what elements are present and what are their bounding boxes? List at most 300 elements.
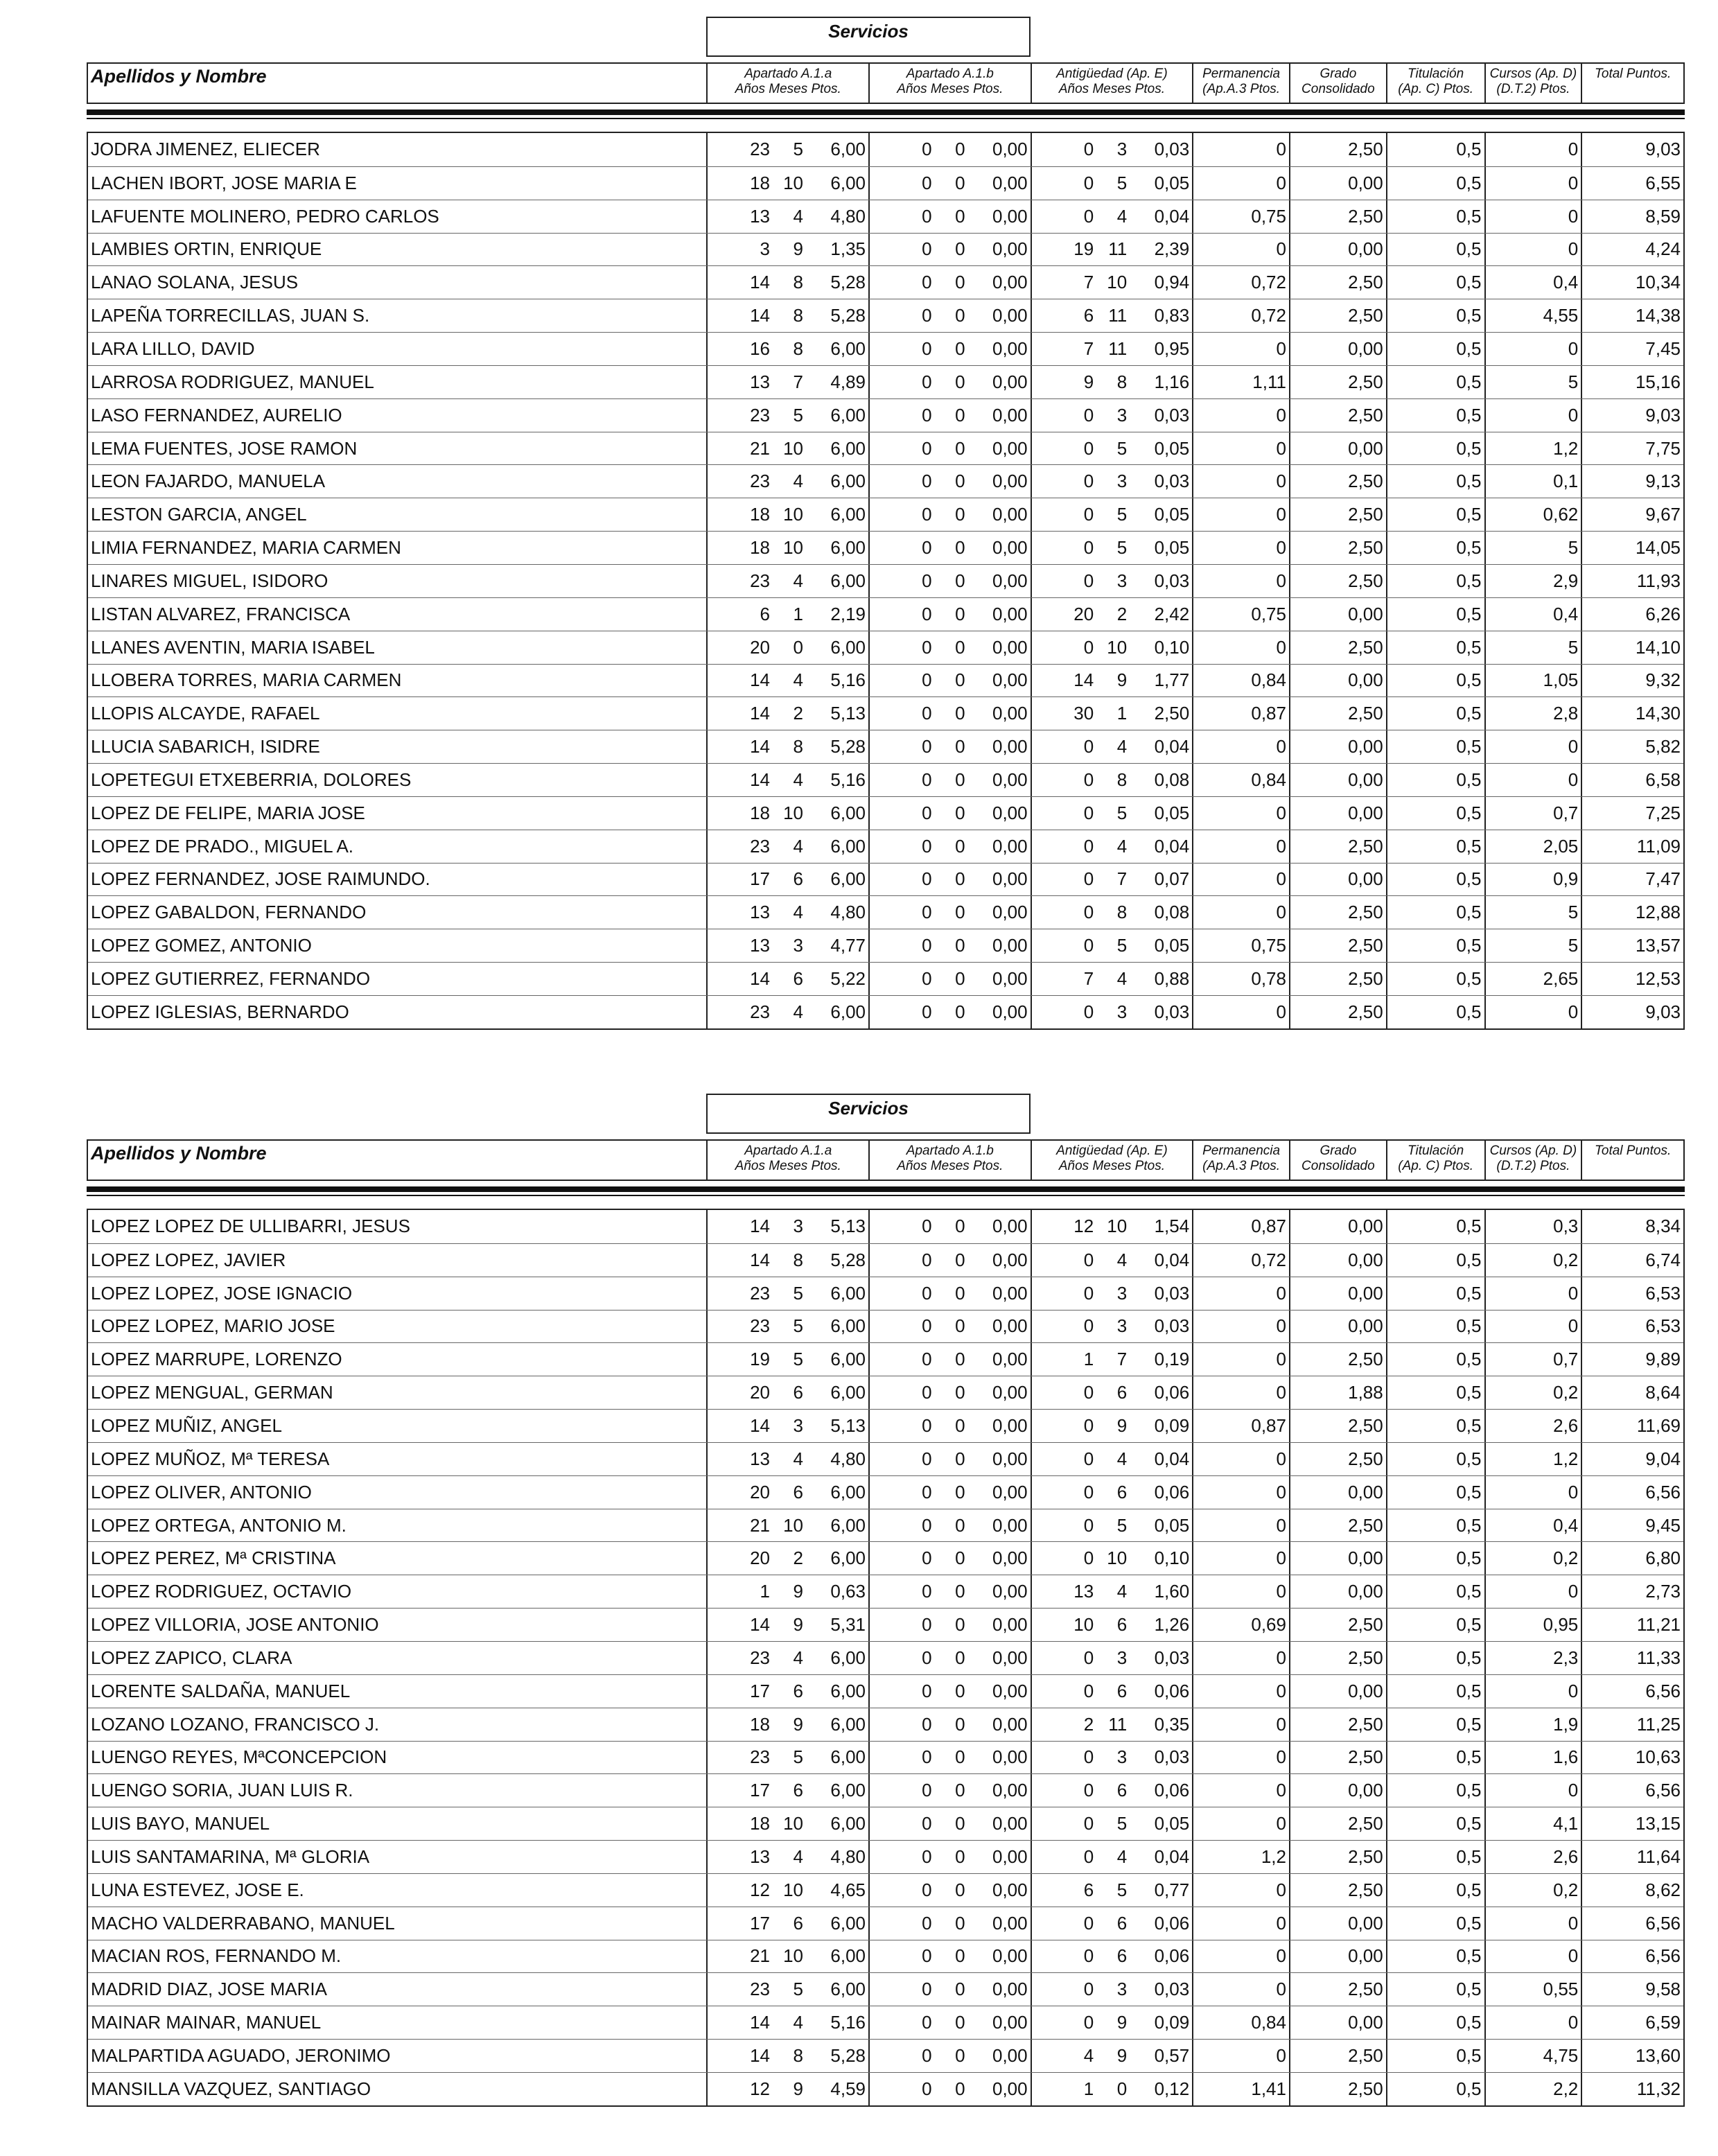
- months-value: 0: [955, 404, 965, 426]
- cell-a1a: [706, 1244, 868, 1277]
- points-value: 0,08: [1154, 902, 1190, 923]
- cell-antiguedad: [1031, 200, 1193, 233]
- points-value: 5,28: [830, 736, 866, 757]
- years-value: 0: [922, 1979, 932, 2000]
- cell-cursos: 0,4: [1484, 1509, 1581, 1542]
- header-cursos: Cursos (Ap. D) (D.T.2) Ptos.: [1484, 64, 1581, 103]
- cell-antiguedad: [1031, 1774, 1193, 1807]
- months-value: 5: [793, 1746, 804, 1768]
- points-value: 0,00: [992, 272, 1028, 293]
- table-row: [88, 796, 1683, 830]
- cell-cursos: 0: [1484, 133, 1581, 166]
- points-value: 6,00: [830, 835, 866, 857]
- cell-cursos: 0: [1484, 399, 1581, 432]
- cell-permanencia: 0: [1192, 631, 1289, 664]
- cell-permanencia: 0: [1192, 1443, 1289, 1475]
- years-value: 0: [922, 1912, 932, 1934]
- cell-a1a: [706, 1443, 868, 1475]
- years-value: 23: [750, 471, 771, 492]
- cell-total: 7,75: [1581, 432, 1683, 465]
- cell-total: 6,56: [1581, 1675, 1683, 1708]
- cell-grado: 2,50: [1289, 1509, 1386, 1542]
- points-value: 0,00: [992, 1713, 1028, 1735]
- cell-a1a: [706, 532, 868, 564]
- years-value: 14: [750, 1216, 771, 1237]
- years-value: 0: [1083, 902, 1094, 923]
- cell-a1b: [868, 1907, 1031, 1940]
- employee-name: LOPEZ VILLORIA, JOSE ANTONIO: [91, 1614, 379, 1636]
- cell-total: 4,24: [1581, 234, 1683, 266]
- months-value: 0: [955, 1448, 965, 1469]
- cell-total: 6,56: [1581, 1940, 1683, 1973]
- points-value: 0,00: [992, 205, 1028, 227]
- points-value: 0,00: [992, 736, 1028, 757]
- cell-titulacion: 0,5: [1386, 1343, 1484, 1376]
- cell-a1b: [868, 963, 1031, 995]
- points-value: 0,03: [1154, 1979, 1190, 2000]
- months-value: 0: [955, 238, 965, 260]
- points-value: 0,00: [992, 371, 1028, 392]
- header-antiguedad: Antigüedad (Ap. E) Años Meses Ptos.: [1031, 1141, 1193, 1180]
- cell-total: 6,56: [1581, 1476, 1683, 1509]
- cell-titulacion: 0,5: [1386, 730, 1484, 763]
- cell-titulacion: 0,5: [1386, 1277, 1484, 1310]
- years-value: 0: [922, 935, 932, 956]
- months-value: 4: [793, 471, 804, 492]
- cell-titulacion: 0,5: [1386, 333, 1484, 365]
- cell-total: 2,73: [1581, 1575, 1683, 1608]
- cell-a1a: [706, 1542, 868, 1575]
- table-row: [88, 763, 1683, 796]
- cell-titulacion: 0,5: [1386, 366, 1484, 398]
- years-value: 6: [1083, 1879, 1094, 1900]
- cell-cursos: 0: [1484, 1277, 1581, 1310]
- months-value: 3: [793, 1414, 804, 1436]
- months-value: 6: [1116, 1780, 1128, 1801]
- cell-antiguedad: [1031, 665, 1193, 697]
- points-value: 4,80: [830, 1448, 866, 1469]
- months-value: 4: [793, 2012, 804, 2033]
- points-value: 0,00: [992, 404, 1028, 426]
- points-value: 0,00: [992, 1514, 1028, 1536]
- cell-permanencia: 0,87: [1192, 1410, 1289, 1442]
- employee-name: LAPEÑA TORRECILLAS, JUAN S.: [91, 305, 370, 326]
- years-value: 0: [922, 437, 932, 459]
- points-value: 6,00: [830, 1315, 866, 1337]
- points-value: 6,00: [830, 1813, 866, 1834]
- cell-a1a: [706, 830, 868, 863]
- points-value: 6,00: [830, 537, 866, 559]
- years-value: 0: [922, 205, 932, 227]
- employee-name: LUENGO REYES, MªCONCEPCION: [91, 1746, 387, 1768]
- cell-a1b: [868, 1609, 1031, 1641]
- cell-a1a: [706, 1277, 868, 1310]
- cell-antiguedad: [1031, 1443, 1193, 1475]
- cell-titulacion: 0,5: [1386, 797, 1484, 830]
- cell-antiguedad: [1031, 730, 1193, 763]
- cell-titulacion: 0,5: [1386, 1542, 1484, 1575]
- points-value: 0,03: [1154, 1315, 1190, 1337]
- points-value: 4,80: [830, 902, 866, 923]
- points-value: 0,06: [1154, 1780, 1190, 1801]
- points-value: 0,05: [1154, 437, 1190, 459]
- years-value: 0: [1083, 504, 1094, 525]
- cell-permanencia: 0: [1192, 1311, 1289, 1343]
- cell-antiguedad: [1031, 1807, 1193, 1840]
- cell-cursos: 0,4: [1484, 598, 1581, 631]
- cell-cursos: 0: [1484, 234, 1581, 266]
- years-value: 0: [1083, 1514, 1094, 1536]
- points-value: 0,09: [1154, 2012, 1190, 2033]
- months-value: 3: [1116, 1979, 1128, 2000]
- cell-titulacion: 0,5: [1386, 200, 1484, 233]
- cell-grado: 2,50: [1289, 631, 1386, 664]
- cell-antiguedad: [1031, 1874, 1193, 1907]
- cell-grado: 0,00: [1289, 1210, 1386, 1243]
- years-value: 0: [1083, 1746, 1094, 1768]
- points-value: 0,00: [992, 1001, 1028, 1022]
- cell-cursos: 2,8: [1484, 697, 1581, 730]
- table-row: [88, 265, 1683, 299]
- cell-a1b: [868, 830, 1031, 863]
- points-value: 6,00: [830, 636, 866, 658]
- cell-a1a: [706, 133, 868, 166]
- years-value: 17: [750, 1912, 771, 1934]
- years-value: 0: [1083, 1548, 1094, 1569]
- cell-antiguedad: [1031, 996, 1193, 1028]
- cell-antiguedad: [1031, 830, 1193, 863]
- months-value: 0: [955, 371, 965, 392]
- cell-permanencia: 0: [1192, 730, 1289, 763]
- cell-titulacion: 0,5: [1386, 133, 1484, 166]
- cell-titulacion: 0,5: [1386, 1476, 1484, 1509]
- cell-a1b: [868, 366, 1031, 398]
- years-value: 0: [1083, 1979, 1094, 2000]
- cell-antiguedad: [1031, 234, 1193, 266]
- cell-titulacion: 0,5: [1386, 465, 1484, 498]
- cell-antiguedad: [1031, 1841, 1193, 1873]
- years-value: 0: [1083, 537, 1094, 559]
- years-value: 0: [1083, 2012, 1094, 2033]
- years-value: 13: [750, 935, 771, 956]
- points-value: 0,05: [1154, 1813, 1190, 1834]
- years-value: 13: [750, 205, 771, 227]
- cell-antiguedad: [1031, 1642, 1193, 1674]
- years-value: 10: [1073, 1614, 1094, 1636]
- months-value: 10: [783, 1879, 804, 1900]
- table-body: [87, 132, 1685, 1030]
- cell-titulacion: 0,5: [1386, 1742, 1484, 1774]
- months-value: 10: [783, 1813, 804, 1834]
- points-value: 0,00: [992, 1581, 1028, 1602]
- months-value: 5: [1116, 1879, 1128, 1900]
- years-value: 3: [760, 238, 771, 260]
- employee-name: LOPEZ DE FELIPE, MARIA JOSE: [91, 802, 365, 823]
- years-value: 0: [1083, 172, 1094, 193]
- points-value: 6,00: [830, 1680, 866, 1701]
- cell-grado: 2,50: [1289, 1708, 1386, 1741]
- cell-grado: 0,00: [1289, 1311, 1386, 1343]
- cell-titulacion: 0,5: [1386, 631, 1484, 664]
- cell-total: 10,34: [1581, 266, 1683, 299]
- cell-permanencia: 0: [1192, 1509, 1289, 1542]
- years-value: 0: [922, 1713, 932, 1735]
- points-value: 0,04: [1154, 1846, 1190, 1867]
- cell-antiguedad: [1031, 1542, 1193, 1575]
- cell-a1b: [868, 498, 1031, 531]
- cell-antiguedad: [1031, 598, 1193, 631]
- cell-total: 6,53: [1581, 1277, 1683, 1310]
- points-value: 0,00: [992, 1979, 1028, 2000]
- years-value: 0: [1083, 1282, 1094, 1304]
- cell-antiguedad: [1031, 1410, 1193, 1442]
- cell-grado: 0,00: [1289, 665, 1386, 697]
- points-value: 0,00: [992, 504, 1028, 525]
- cell-a1b: [868, 333, 1031, 365]
- points-value: 1,54: [1154, 1216, 1190, 1237]
- cell-permanencia: 0: [1192, 2040, 1289, 2072]
- cell-a1a: [706, 399, 868, 432]
- points-value: 6,00: [830, 1001, 866, 1022]
- months-value: 0: [955, 669, 965, 691]
- years-value: 23: [750, 139, 771, 160]
- header-titulacion: Titulación (Ap. C) Ptos.: [1386, 64, 1484, 103]
- cell-a1b: [868, 896, 1031, 929]
- years-value: 0: [1083, 205, 1094, 227]
- cell-grado: 2,50: [1289, 399, 1386, 432]
- points-value: 0,00: [992, 1746, 1028, 1768]
- cell-cursos: 2,65: [1484, 963, 1581, 995]
- years-value: 0: [1083, 1647, 1094, 1668]
- years-value: 0: [1083, 1249, 1094, 1270]
- cell-total: 7,25: [1581, 797, 1683, 830]
- months-value: 10: [783, 504, 804, 525]
- years-value: 0: [1083, 471, 1094, 492]
- months-value: 0: [955, 1001, 965, 1022]
- header-a1b: Apartado A.1.b Años Meses Ptos.: [868, 64, 1031, 103]
- cell-antiguedad: [1031, 1210, 1193, 1243]
- employee-name: LISTAN ALVAREZ, FRANCISCA: [91, 603, 351, 624]
- cell-titulacion: 0,5: [1386, 1642, 1484, 1674]
- points-value: 0,00: [992, 1680, 1028, 1701]
- cell-a1b: [868, 532, 1031, 564]
- points-value: 0,07: [1154, 868, 1190, 890]
- cell-titulacion: 0,5: [1386, 1675, 1484, 1708]
- years-value: 14: [750, 272, 771, 293]
- years-value: 0: [922, 1813, 932, 1834]
- cell-a1a: [706, 1210, 868, 1243]
- cell-total: 14,30: [1581, 697, 1683, 730]
- points-value: 5,13: [830, 703, 866, 724]
- table-row: [88, 1773, 1683, 1807]
- employee-name: LESTON GARCIA, ANGEL: [91, 504, 307, 525]
- cell-cursos: 0: [1484, 764, 1581, 796]
- cell-a1a: [706, 1807, 868, 1840]
- cell-total: 6,56: [1581, 1907, 1683, 1940]
- cell-total: 9,58: [1581, 1973, 1683, 2006]
- points-value: 0,03: [1154, 404, 1190, 426]
- cell-cursos: 1,2: [1484, 1443, 1581, 1475]
- cell-a1a: [706, 266, 868, 299]
- years-value: 0: [922, 504, 932, 525]
- employee-name: LOPEZ PEREZ, Mª CRISTINA: [91, 1548, 336, 1569]
- employee-name: LOPEZ RODRIGUEZ, OCTAVIO: [91, 1581, 352, 1602]
- years-value: 0: [922, 537, 932, 559]
- points-value: 6,00: [830, 802, 866, 823]
- points-value: 5,28: [830, 305, 866, 326]
- cell-a1a: [706, 498, 868, 531]
- cell-permanencia: 0: [1192, 1642, 1289, 1674]
- cell-antiguedad: [1031, 1973, 1193, 2006]
- cell-a1a: [706, 1774, 868, 1807]
- points-value: 2,50: [1154, 703, 1190, 724]
- cell-permanencia: 0: [1192, 1774, 1289, 1807]
- cell-a1b: [868, 2073, 1031, 2105]
- employee-name: LOPEZ IGLESIAS, BERNARDO: [91, 1001, 349, 1022]
- years-value: 0: [922, 371, 932, 392]
- years-value: 0: [922, 603, 932, 624]
- points-value: 0,10: [1154, 1548, 1190, 1569]
- header-total: Total Puntos.: [1581, 64, 1683, 103]
- cell-titulacion: 0,5: [1386, 234, 1484, 266]
- employee-name: MAINAR MAINAR, MANUEL: [91, 2012, 322, 2033]
- cell-permanencia: 0: [1192, 498, 1289, 531]
- points-value: 0,10: [1154, 636, 1190, 658]
- points-value: 0,00: [992, 1945, 1028, 1967]
- cell-antiguedad: [1031, 266, 1193, 299]
- employee-name: LEON FAJARDO, MANUELA: [91, 471, 326, 492]
- cell-grado: 0,00: [1289, 1675, 1386, 1708]
- months-value: 6: [1116, 1945, 1128, 1967]
- cell-permanencia: 0: [1192, 333, 1289, 365]
- months-value: 4: [793, 1846, 804, 1867]
- cell-antiguedad: [1031, 1940, 1193, 1973]
- points-value: 4,65: [830, 1879, 866, 1900]
- table-row: [88, 1807, 1683, 1840]
- cell-a1b: [868, 1973, 1031, 2006]
- table-row: [88, 299, 1683, 332]
- cell-permanencia: 0: [1192, 1675, 1289, 1708]
- cell-a1b: [868, 565, 1031, 597]
- cell-grado: 2,50: [1289, 565, 1386, 597]
- points-value: 6,00: [830, 1481, 866, 1502]
- cell-permanencia: 0: [1192, 1973, 1289, 2006]
- employee-name: LLOPIS ALCAYDE, RAFAEL: [91, 703, 320, 724]
- points-value: 0,00: [992, 1349, 1028, 1370]
- years-value: 6: [1083, 305, 1094, 326]
- cell-titulacion: 0,5: [1386, 665, 1484, 697]
- points-value: 0,00: [992, 2012, 1028, 2033]
- years-value: 0: [922, 2012, 932, 2033]
- cell-total: 9,03: [1581, 133, 1683, 166]
- years-value: 0: [922, 1001, 932, 1022]
- cell-a1b: [868, 1410, 1031, 1442]
- header-rule-thin: [87, 1195, 1685, 1196]
- cell-a1b: [868, 929, 1031, 962]
- cell-grado: 0,00: [1289, 167, 1386, 200]
- months-value: 0: [955, 868, 965, 890]
- cell-antiguedad: [1031, 366, 1193, 398]
- months-value: 0: [955, 1481, 965, 1502]
- months-value: 5: [793, 1979, 804, 2000]
- cell-grado: 2,50: [1289, 498, 1386, 531]
- table-row: [88, 1442, 1683, 1475]
- cell-permanencia: 0: [1192, 1742, 1289, 1774]
- cell-permanencia: 0,75: [1192, 200, 1289, 233]
- cell-grado: 0,00: [1289, 730, 1386, 763]
- cell-antiguedad: [1031, 1742, 1193, 1774]
- months-value: 0: [955, 272, 965, 293]
- cell-cursos: 0,2: [1484, 1874, 1581, 1907]
- cell-total: 6,26: [1581, 598, 1683, 631]
- cell-antiguedad: [1031, 299, 1193, 332]
- cell-antiguedad: [1031, 631, 1193, 664]
- months-value: 0: [955, 835, 965, 857]
- months-value: 4: [793, 835, 804, 857]
- cell-total: 7,45: [1581, 333, 1683, 365]
- years-value: 0: [922, 1680, 932, 1701]
- points-value: 0,03: [1154, 1001, 1190, 1022]
- cell-cursos: 0: [1484, 1774, 1581, 1807]
- header-permanencia: Permanencia (Ap.A.3 Ptos.: [1192, 1141, 1289, 1180]
- table-row: [88, 830, 1683, 863]
- months-value: 4: [793, 769, 804, 790]
- years-value: 23: [750, 404, 771, 426]
- months-value: 8: [793, 2045, 804, 2067]
- cell-permanencia: 0: [1192, 1542, 1289, 1575]
- cell-a1b: [868, 864, 1031, 896]
- cell-grado: 2,50: [1289, 200, 1386, 233]
- cell-total: 8,64: [1581, 1376, 1683, 1409]
- cell-total: 14,10: [1581, 631, 1683, 664]
- months-value: 8: [1116, 371, 1128, 392]
- points-value: 0,05: [1154, 802, 1190, 823]
- employee-name: LOPEZ ZAPICO, CLARA: [91, 1647, 292, 1668]
- points-value: 5,28: [830, 2045, 866, 2067]
- cell-a1a: [706, 167, 868, 200]
- months-value: 3: [1116, 1315, 1128, 1337]
- points-value: 0,04: [1154, 1448, 1190, 1469]
- cell-permanencia: 0: [1192, 532, 1289, 564]
- years-value: 14: [750, 669, 771, 691]
- months-value: 6: [793, 1912, 804, 1934]
- cell-grado: 0,00: [1289, 1774, 1386, 1807]
- cell-total: 9,04: [1581, 1443, 1683, 1475]
- years-value: 13: [750, 1846, 771, 1867]
- cell-grado: 2,50: [1289, 1874, 1386, 1907]
- points-value: 6,00: [830, 1746, 866, 1768]
- cell-a1b: [868, 465, 1031, 498]
- months-value: 4: [793, 902, 804, 923]
- cell-grado: 2,50: [1289, 1841, 1386, 1873]
- table-row: [88, 1376, 1683, 1409]
- months-value: 0: [955, 1945, 965, 1967]
- years-value: 14: [750, 1414, 771, 1436]
- points-value: 0,05: [1154, 537, 1190, 559]
- cell-permanencia: 0: [1192, 1376, 1289, 1409]
- cell-cursos: 0: [1484, 200, 1581, 233]
- months-value: 3: [793, 1216, 804, 1237]
- months-value: 2: [793, 1548, 804, 1569]
- points-value: 1,60: [1154, 1581, 1190, 1602]
- months-value: 4: [793, 205, 804, 227]
- points-value: 0,03: [1154, 471, 1190, 492]
- cell-grado: 2,50: [1289, 2073, 1386, 2105]
- months-value: 3: [1116, 1746, 1128, 1768]
- cell-total: 9,32: [1581, 665, 1683, 697]
- years-value: 0: [922, 902, 932, 923]
- years-value: 20: [750, 1382, 771, 1403]
